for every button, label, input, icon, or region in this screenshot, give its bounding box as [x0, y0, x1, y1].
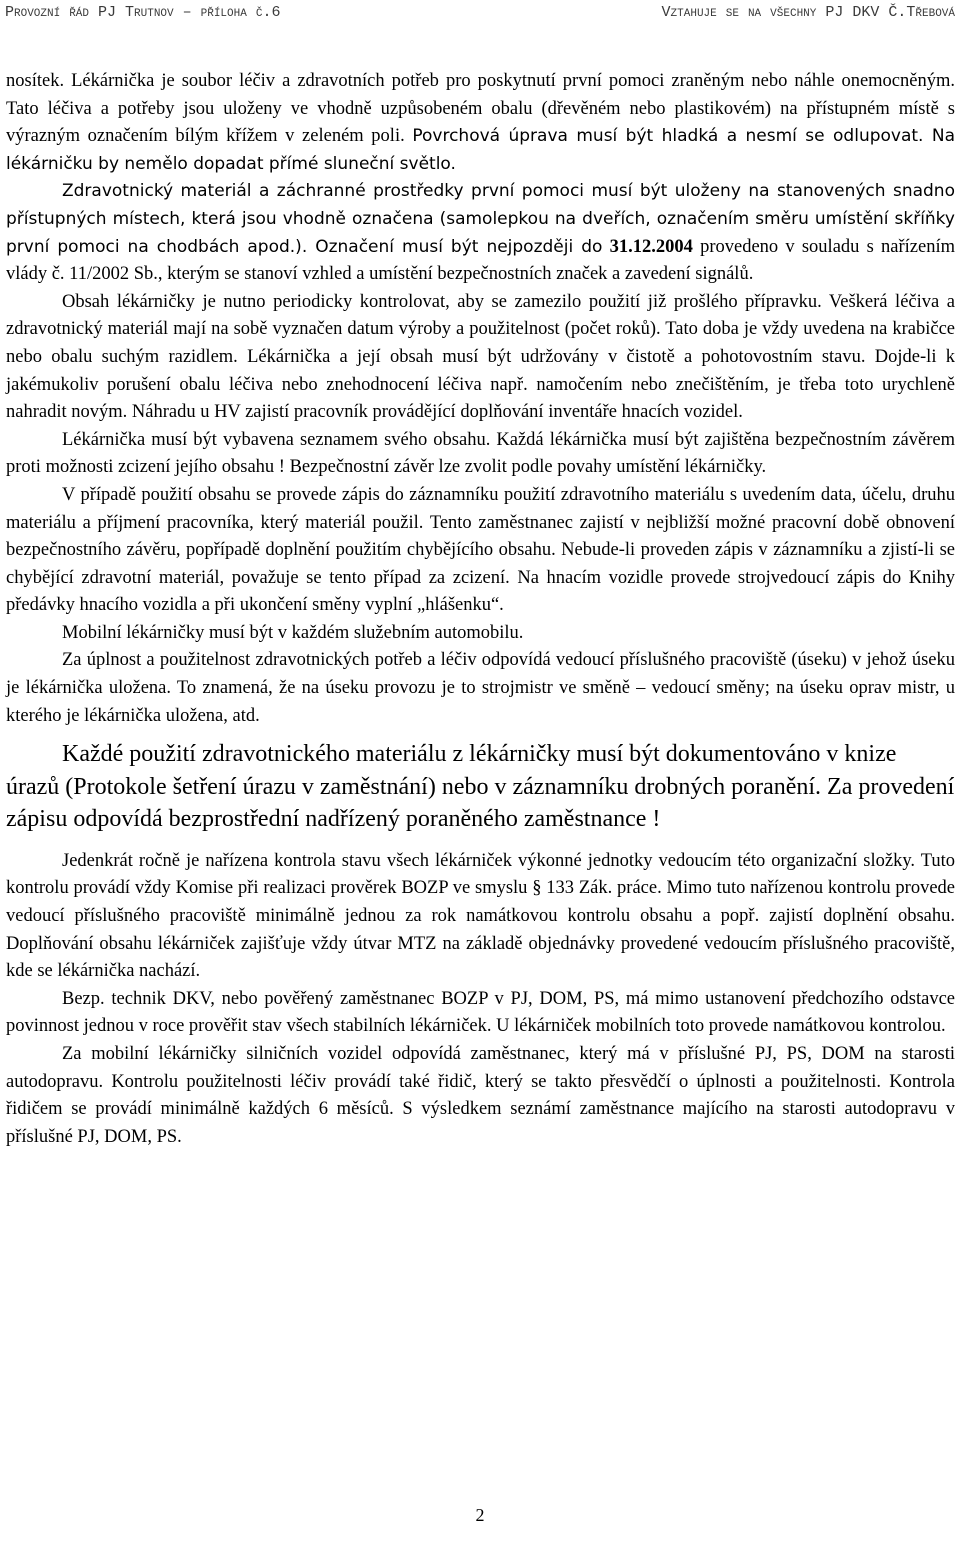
paragraph-annual-inspection: Jedenkrát ročně je nařízena kontrola stavu všech lékárniček výkonné jednotky vedoucím této organizační složky. Tuto kontrolu provádí vždy Komise při realizaci prověrek BOZP ve smyslu § 133 Zák. práce. Mimo tuto nařízenou kontrolu provede vedoucí příslušného pracoviště minimálně jednou za rok namátkovou kontrolu obsahu a popř. zajistí doplnění obsahu. Doplňování obsahu lékárniček zajišťuje vždy útvar MTZ na základě objednávky provedené vedoucím příslušného pracoviště, kde se lékárnička nachází.	[6, 850, 955, 982]
header-right: Vztahuje se na všechny PJ DKV Č.Třebová	[661, 4, 955, 21]
paragraph-vehicle-kits: Za mobilní lékárničky silničních vozidel odpovídá zaměstnanec, který má v příslušné PJ, PS, DOM na starosti autodopravu. Kontrolu použitelnosti léčiv provádí také řidič, který se takto přesvědčí o úplnosti a použitelnosti. Kontrola řidičem se provádí minimálně každých 6 měsíců. S výsledkem seznámí zaměstnance majícího na starosti autodopravu v příslušné PJ, DOM, PS.	[6, 1043, 955, 1147]
document-body	[6, 68, 955, 1151]
paragraph-periodic-check: Obsah lékárničky je nutno periodicky kontrolovat, aby se zamezilo použití již prošlého přípravku. Veškerá léčiva a zdravotnický materiál mají na sobě vyznačen datum výroby a použitelnost (počet roků). Tato doba je vždy uvedena na krabičce nebo obalu suchým razidlem. Lékárnička a její obsah musí být udržovány v čistotě a pohotovostním stavu. Dojde-li k jakémukoliv porušení obalu léčiva nebo znehodnocení léčiva např. namočením nebo znečištěním, je třeba toto urychleně nahradit novým. Náhradu u HV zajistí pracovník provádějící doplňování inventáře hnacích vozidel.	[6, 291, 955, 423]
paragraph-contents-list: Lékárnička musí být vybavena seznamem svého obsahu. Každá lékárnička musí být zajištěna bezpečnostním závěrem proti možnosti zcizení jejího obsahu ! Bezpečnostní závěr lze zvolit podle povahy umístění lékárničky.	[6, 429, 955, 478]
paragraph-emphasis-notice: Každé použití zdravotnického materiálu z lékárničky musí být dokumentováno v knize úrazů (Protokole šetření úrazu v zaměstnání) nebo v záznamníku drobných poranění. Za provedení zápisu odpovídá bezprostřední nadřízený poraněného zaměstnance !	[6, 741, 955, 833]
paragraph-mobile-kits: Mobilní lékárničky musí být v každém služebním automobilu.	[62, 622, 524, 643]
paragraph-first-aid-kit: nosítek. Lékárnička je soubor léčiv a zdravotních potřeb pro poskytnutí první pomoci zraněným nebo náhle onemocněným. Tato léčiva a potřeby jsou uloženy ve vhodně uzpůsobeném obalu (dřevěném nebo plastikovém) na přístupném místě s výrazným označením bílým křížem v zeleném poli. Povrchová úprava musí být hladká a nesmí se odlupovat. Na lékárničku by nemělo dopadat přímé sluneční světlo.	[6, 71, 956, 174]
deadline-date: 31.12.2004	[609, 236, 693, 257]
paragraph-responsibility: Za úplnost a použitelnost zdravotnických potřeb a léčiv odpovídá vedoucí příslušného pracoviště (úseku) v jehož úseku je lékárnička uložena. To znamená, že na úseku provozu je to strojmistr ve směně – vedoucí směny; na úseku oprav mistr, u kterého je lékárnička uložena, atd.	[6, 650, 955, 726]
header-left: Provozní řád PJ Trutnov – příloha č.6	[5, 4, 281, 21]
paragraph-safety-technician: Bezp. technik DKV, nebo pověřený zaměstnanec BOZP v PJ, DOM, PS, má mimo ustanovení předchozího odstavce povinnost jednou v roce prověřit stav všech stabilních lékárniček. U lékárniček mobilních toto provede namátkovou kontrolou.	[6, 988, 955, 1037]
paragraph-storage-marking: Zdravotnický materiál a záchranné prostředky první pomoci musí být uloženy na stanovených snadno přístupných místech, která jsou vhodně označena (samolepkou na dveřích, označením směru umístění skříňky první pomoci na chodbách apod.). Označení musí být nejpozději do 31.12.2004 provedeno v souladu s nařízením vlády č. 11/2002 Sb., kterým se stanoví vzhled a umístění bezpečnostních značek a zavedení signálů.	[6, 181, 956, 285]
page-number: 2	[475, 1505, 485, 1525]
paragraph-usage-record: V případě použití obsahu se provede zápis do záznamníku použití zdravotního materiálu s uvedením data, účelu, druhu materiálu a příjmení pracovníka, který materiál použil. Tento zaměstnanec zajistí v nejbližší možné pracovní době obnovení bezpečnostního závěru, popřípadě doplnění použitím chybějícího obsahu. Nebude-li proveden zápis v záznamníku a zjistí-li se chybějící zdravotní materiál, považuje se tento případ za zcizení. Na hnacím vozidle provede strojvedoucí zápis do Knihy předávky hnacího vozidla a při ukončení směny vyplní „hlášenku“.	[6, 484, 955, 616]
